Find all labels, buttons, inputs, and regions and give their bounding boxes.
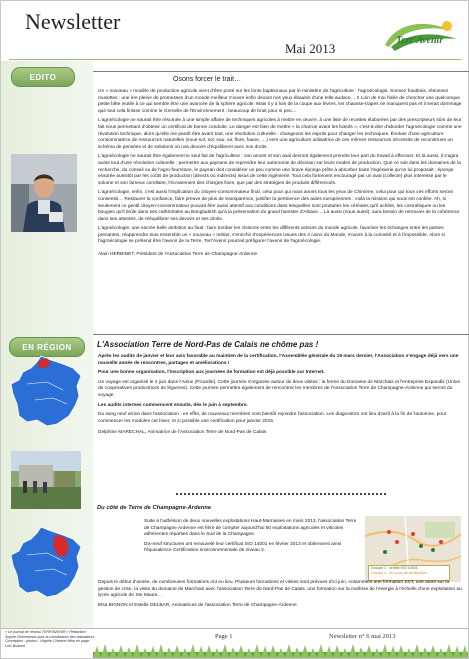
footer-rule bbox=[1, 628, 468, 629]
header-rule bbox=[9, 59, 461, 60]
edito-signature: Alain HERBINET, Président de l'Association Terre de Champagne-Ardenne bbox=[98, 252, 258, 258]
france-map-champagne-ardenne bbox=[7, 525, 89, 599]
grass-decoration bbox=[93, 642, 468, 658]
region-divider bbox=[93, 334, 469, 335]
edito-paragraph: L'agroécologie, une sacrée belle ambition au final : faire tomber les cloisons entre les différents acteurs du monde agricole, favoriser les échanges entre les parties prenantes, réapprendre tous ensemble un « nouveau » métier, s'enrichir d'expériences issues des 4 coins du Monde, s'ouvrir à la curiosité et à l'impossible. Alors si l'agroécologie se prétend être l'avenir de la Terre, Terr'Avenir pourrait préfigurer l'avenir de l'agroécologie. bbox=[98, 226, 445, 245]
champagne-signature: Elsa BIGNON et Estelle DELBAR, Animatrices de l'association Terre de Champagne-Ardenne bbox=[98, 602, 297, 608]
legend-group-2: Groupe 2 : en cours de certification bbox=[371, 571, 427, 575]
edito-paragraph: Un « nouveau » modèle de production agricole vient d'être porté sur les fonts baptismaux par le ministère de l'agriculture : l'agroécologie. Sonnez hautbois, résonnez musettes : une ère pleine de promesses d'un monde meilleur s'ouvre enfin devant nos yeux ébaubis d'une telle audace… !! Loin de moi l'idée de chercher une quelconque petite bête inutile à ce qui semble être une avancée de la sphère agricole. Mais il y a loin de la coupe aux lèvres, les chausse-trapes ne manquent pas et il serait dommage que tout cela finisse comme le Grenelle de l'Environnement : beaucoup de bruit pour si peu… bbox=[98, 89, 462, 114]
edito-body bbox=[98, 89, 462, 262]
region-paragraph: Pour une bonne organisation, l'inscription aux journées de formation est déjà possible sur Internet. bbox=[98, 370, 325, 376]
edito-paragraph: L'agroécologie, enfin, c'est aussi l'implication du citoyen-consommateur final, celui pour qui nous avons tous les yeux de Chimène, celui pour qui tous ces efforts seront consentis… Restaurer la confiance, faire preuve de plus de transparence, justifier la pertinence des aides européennes : voilà la mission qui nous est confiée. Ah, si seulement ce gentil citoyen-consommateur pouvait être aussi attentif aux conditions dans lesquelles sont produites les céréales qu'il achète, les cosmétiques ou les bougies qu'il brûle dans ses cathédrales au Bangladesh qu'à la préservation du grand hamster d'Alsace… Là aussi (nous aussi), aura besoin de retrouver de la cohérence dans ses attentes, de rééquilibrer ses devoirs et ses droits. bbox=[98, 190, 460, 222]
edito-divider bbox=[93, 71, 469, 72]
edito-heading: Osons forcer le trait… bbox=[173, 76, 242, 83]
issue-date: Mai 2013 bbox=[285, 41, 336, 56]
map-legend bbox=[368, 565, 450, 581]
issue-number: Newsletter n° 6 mai 2013 bbox=[329, 633, 396, 640]
legend-group-1: Groupe 1 : certifié ISO 14001 bbox=[371, 566, 418, 570]
champagne-body-top bbox=[144, 519, 362, 558]
region-paragraph: Les audits internes commencent ensuite, dès le juin à septembre. bbox=[98, 402, 248, 408]
region-paragraph: Du sang neuf arrive dans l'association : en effet, de nouveaux membres vont bientôt rejoindre l'association. Les diagnostics ont lieu d'avril à la fin de l'automne, pour commencer les modules cet hiver, et si possible une certification pour janvier 2015. bbox=[98, 412, 447, 424]
section-badge-region: EN RÉGION bbox=[9, 337, 85, 357]
champagne-paragraph: Suite à l'adhésion de deux nouvelles exploitations Haut-Marnaises en mars 2013, l'association Terre de Champagne Ardenne est fière de compter aujourd'hui 50 exploitations agricoles et viticoles adhérentes réparties dans le Sud de la Champagne. bbox=[144, 519, 357, 538]
author-portrait bbox=[11, 154, 77, 232]
newsletter-title: Newsletter bbox=[25, 9, 121, 34]
champagne-body-bottom bbox=[98, 580, 462, 612]
champagne-paragraph: Depuis le début d'année, de nombreuses formations ont eu lieu. Plusieurs formations et visites sont prévues d'ici juin, notamment une formation SST, une autre sur la gestion de crise, la visite du domaine de Marchais avec l'association Terre de Nord-Pas de Calais, une formation sur la maîtrise de l'énergie à l'échelle d'une exploitation au lycée agricole de Ste Maure… bbox=[98, 580, 462, 599]
dotted-separator bbox=[176, 493, 386, 495]
france-map-nord-pas-de-calais bbox=[7, 354, 85, 428]
farm-visit-photo bbox=[11, 451, 81, 509]
champagne-paragraph: Dix-neuf structures ont renouvelé leur certificat ISO 14001 en février 2013 et obtiennent ainsi l'équivalence Certification environnementale de niveau 2. bbox=[144, 541, 342, 554]
region-body bbox=[98, 354, 462, 440]
champagne-subtitle: Du côté de Terre de Champagne-Ardenne bbox=[97, 505, 212, 511]
region-paragraph: Un voyage est organisé le 4 juin dans l'Aisne (Picardie). Cette journée s'organise autour de deux visites : la ferme du Domaine de Marchais et l'entreprise Expandis (Union de coopératives productrices de légumes). Cette journée permettra également de rencontrer les membres de l'Association Terre de Champagne-Ardenne qui seront du voyage. bbox=[98, 379, 461, 398]
edito-paragraph: L'agroécologie ne saurait être résumée à une simple affaire de techniques agricoles à mettre en œuvre, à une liste de recettes élaborées par des prescripteurs sûrs de leur fait nous permettant d'obtenir un certificat de bonne conduite. Le danger est bien de mettre « la charrue avant les bœufs », c'est-à-dire d'aborder l'agroécologie comme une révolution technique, alors qu'elle me paraît être avant tout, une révolution culturelle : changeons les esprits pour changer les techniques. Évoluer d'une agriculture consommatrice de ressources naturelles (sous-sol, sol, eau, air, flore, faune, …) vers une agriculture utilisatrice de ces mêmes ressources nécessite de reconstruire un schéma de pensées et de solutions où nos devoirs d'équilibrent avec nos droits. bbox=[98, 118, 462, 150]
region-paragraph: Après les audits de janvier et leur avis favorable au maintien de la certification, l'Assemblée générale du 19 mars dernier, l'Association s'engage déjà vers une nouvelle année de rencontres, partages et améliorations ! bbox=[98, 354, 459, 366]
region-signature: Delphine MARECHAL, Animatrice de l'Association Terre de Nord-Pas de Calais bbox=[98, 430, 267, 436]
edito-paragraph: L'agroécologie ne saurait être également le seul fait de l'agriculteur : son amont et son aval devront également prendre leur part du travail à effectuer. Et là aussi, il s'agira avant tout d'une révolution culturelle : permettre aux paysans de reprendre leur autonomie de décision sur leurs modes de production. Que ce soit dans les domaines de la recherche, du conseil ou de l'agro-fourniture, le paysan doit considérer un peu comme une brave éponge prête à absorber toute l'ingénierie qu'on lui proposait ; éponge essorée aussitôt par les coûts de production (directs ou indirects) issus de cette ingénierie. Tout cela fortement encouragé par un aval (collecte) plus intéressé par le volume et son fameux corollaire, l'écrasement des charges fixes, que par des stratégies de produits différenciés. bbox=[98, 154, 461, 186]
page-number: Page 1 bbox=[215, 633, 233, 640]
footer-credits: « Le journal de réseau TERR'AVENIR » Rédaction : Sophie Delonneaux pour la coordination des animateurs Conception : photos : Virginie Chantrel Mise en page : Loïc Bulliard bbox=[5, 630, 95, 648]
region-article-title: L'Association Terre de Nord-Pas de Calais ne chôme pas ! bbox=[97, 340, 319, 349]
logo-text: Terr'Avenir bbox=[396, 35, 444, 46]
section-badge-edito: EDITO bbox=[11, 67, 75, 87]
